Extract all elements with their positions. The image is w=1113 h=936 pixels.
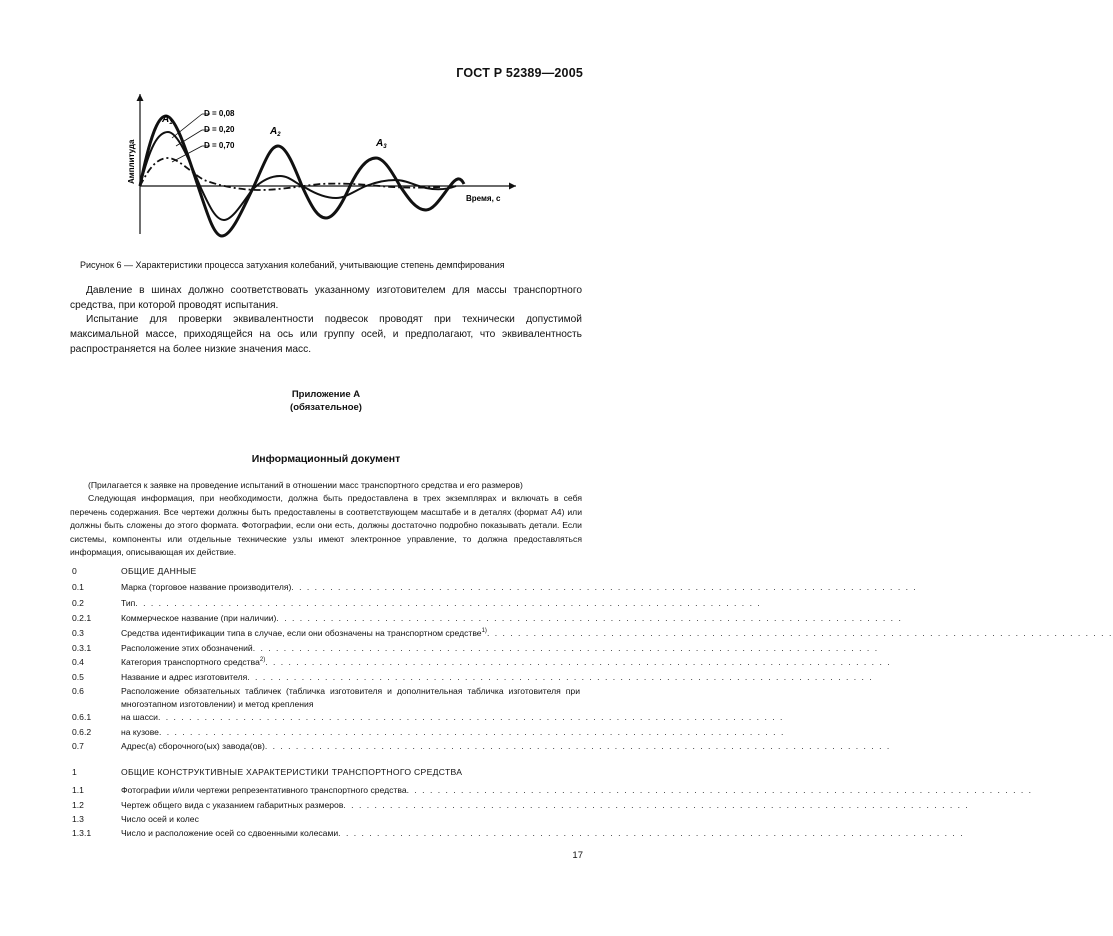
list-item: 0.7 Адрес(а) сборочного(ых) завода(ов) . . . . . . . . . . . . . . . . . . . . . . . . . . . . . . . . . . . . . . . . . . . . . . . . . . . . . . . . . . . . . . . . . . . . . . . . . . . . . . . . . [72, 741, 891, 751]
page-number: 17 [572, 850, 583, 861]
label-d020: D = 0,20 [204, 125, 235, 134]
damping-chart [120, 86, 520, 256]
annex-intro-text: Следующая информация, при необходимости, должна быть предоставлена в трех экземплярах и включать в себя перечень содержания. Все чертежи должны быть предоставлены в соответствующем масштабе и в деталях (формат А4) или должны быть сложены до этого формата. Фотографии, если они есть, должны достаточно подробно показывать детали. Если системы, компоненты или отдельные технические узлы имеют электронное управление, то должна предоставляться информация, описывающая их действие. [70, 493, 582, 558]
list-item: 1.2 Чертеж общего вида с указанием габаритных размеров . . . . . . . . . . . . . . . . . . . . . . . . . . . . . . . . . . . . . . . . . . . . . . . . . . . . . . . . . . . . . . . . . . . . . . . . . . . . . . . . . [72, 800, 970, 810]
y-axis-label: Амплитуда [127, 139, 136, 184]
curve-d070 [140, 158, 440, 190]
x-axis-label: Время, с [466, 194, 501, 203]
list-item: 1 ОБЩИЕ КОНСТРУКТИВНЫЕ ХАРАКТЕРИСТИКИ ТРАНСПОРТНОГО СРЕДСТВА [72, 767, 463, 777]
list-item: 0.2 Тип . . . . . . . . . . . . . . . . . . . . . . . . . . . . . . . . . . . . . . . . . . . . . . . . . . . . . . . . . . . . . . . . . . . . . . . . . . . . . . . . . [72, 598, 762, 608]
list-item: 0.3 Средства идентификации типа в случае, если они обозначены на транспортном средстве$^{1)}$ . . . . . . . . . . . . . . . . . . . . . . . . . . . . . . . . . . . . . . . . . . . . . . . . . . . . . . . . . . . . . . . . . . . . . . . . . . . . . . . . . [72, 628, 1113, 638]
list-item: 1.3.1 Число и расположение осей со сдвоенными колесами . . . . . . . . . . . . . . . . . . . . . . . . . . . . . . . . . . . . . . . . . . . . . . . . . . . . . . . . . . . . . . . . . . . . . . . . . . . . . . . . . [72, 828, 965, 838]
annex-status: (обязательное) [290, 402, 362, 413]
paragraph-equivalence: Испытание для проверки эквивалентности подвесок проводят при технически допустимой максимальной массе, приходящейся на ось или группу осей, и предполагают, что эквивалентность распространяется на более низкие значения масс. [70, 314, 582, 355]
label-a1: $A_1$ [162, 114, 173, 126]
document-header: ГОСТ Р 52389—2005 [456, 66, 583, 80]
annex-intro-note: (Прилагается к заявке на проведение испытаний в отношении масс транспортного средства и его размеров) [88, 480, 523, 490]
list-item: 0 ОБЩИЕ ДАННЫЕ [72, 566, 197, 576]
label-d008: D = 0,08 [204, 109, 235, 118]
list-item: 1.1 Фотографии и/или чертежи репрезентативного транспортного средства . . . . . . . . . . . . . . . . . . . . . . . . . . . . . . . . . . . . . . . . . . . . . . . . . . . . . . . . . . . . . . . . . . . . . . . . . . . . . . . . . [72, 785, 1033, 795]
list-item: 0.3.1 Расположение этих обозначений . . . . . . . . . . . . . . . . . . . . . . . . . . . . . . . . . . . . . . . . . . . . . . . . . . . . . . . . . . . . . . . . . . . . . . . . . . . . . . . . . [72, 643, 879, 653]
annex-title: Приложение А [291, 389, 361, 400]
list-item: 0.4 Категория транспортного средства$^{2)}$ . . . . . . . . . . . . . . . . . . . . . . . . . . . . . . . . . . . . . . . . . . . . . . . . . . . . . . . . . . . . . . . . . . . . . . . . . . . . . . . . . [72, 657, 892, 667]
curve-d008 [140, 116, 464, 236]
document-title: Информационный документ [251, 453, 401, 465]
label-a2: $A_2$ [270, 126, 281, 138]
list-item: 0.6 Расположение обязательных табличек (табличка изготовителя и дополнительная табличка изготовителя при многоэтапном изготовлении) и метод крепления [72, 686, 580, 710]
label-a3: $A_3$ [376, 138, 387, 150]
paragraph-tire-pressure: Давление в шинах должно соответствовать указанному изготовителем для массы транспортного средства, при которой проводят испытания. [70, 285, 582, 311]
label-d070: D = 0,70 [204, 141, 235, 150]
list-item: 0.5 Название и адрес изготовителя . . . . . . . . . . . . . . . . . . . . . . . . . . . . . . . . . . . . . . . . . . . . . . . . . . . . . . . . . . . . . . . . . . . . . . . . . . . . . . . . . [72, 672, 874, 682]
figure-caption: Рисунок 6 — Характеристики процесса затухания колебаний, учитывающие степень демпфирования [80, 260, 505, 270]
list-item: 0.1 Марка (торговое название производителя) . . . . . . . . . . . . . . . . . . . . . . . . . . . . . . . . . . . . . . . . . . . . . . . . . . . . . . . . . . . . . . . . . . . . . . . . . . . . . . . . . [72, 582, 918, 592]
list-item: 0.6.2 на кузове . . . . . . . . . . . . . . . . . . . . . . . . . . . . . . . . . . . . . . . . . . . . . . . . . . . . . . . . . . . . . . . . . . . . . . . . . . . . . . . . . [72, 727, 785, 737]
list-item: 1.3 Число осей и колес [72, 814, 199, 824]
list-item: 0.2.1 Коммерческое название (при наличии) . . . . . . . . . . . . . . . . . . . . . . . . . . . . . . . . . . . . . . . . . . . . . . . . . . . . . . . . . . . . . . . . . . . . . . . . . . . . . . . . . [72, 613, 903, 623]
list-item: 0.6.1 на шасси . . . . . . . . . . . . . . . . . . . . . . . . . . . . . . . . . . . . . . . . . . . . . . . . . . . . . . . . . . . . . . . . . . . . . . . . . . . . . . . . . [72, 712, 784, 722]
